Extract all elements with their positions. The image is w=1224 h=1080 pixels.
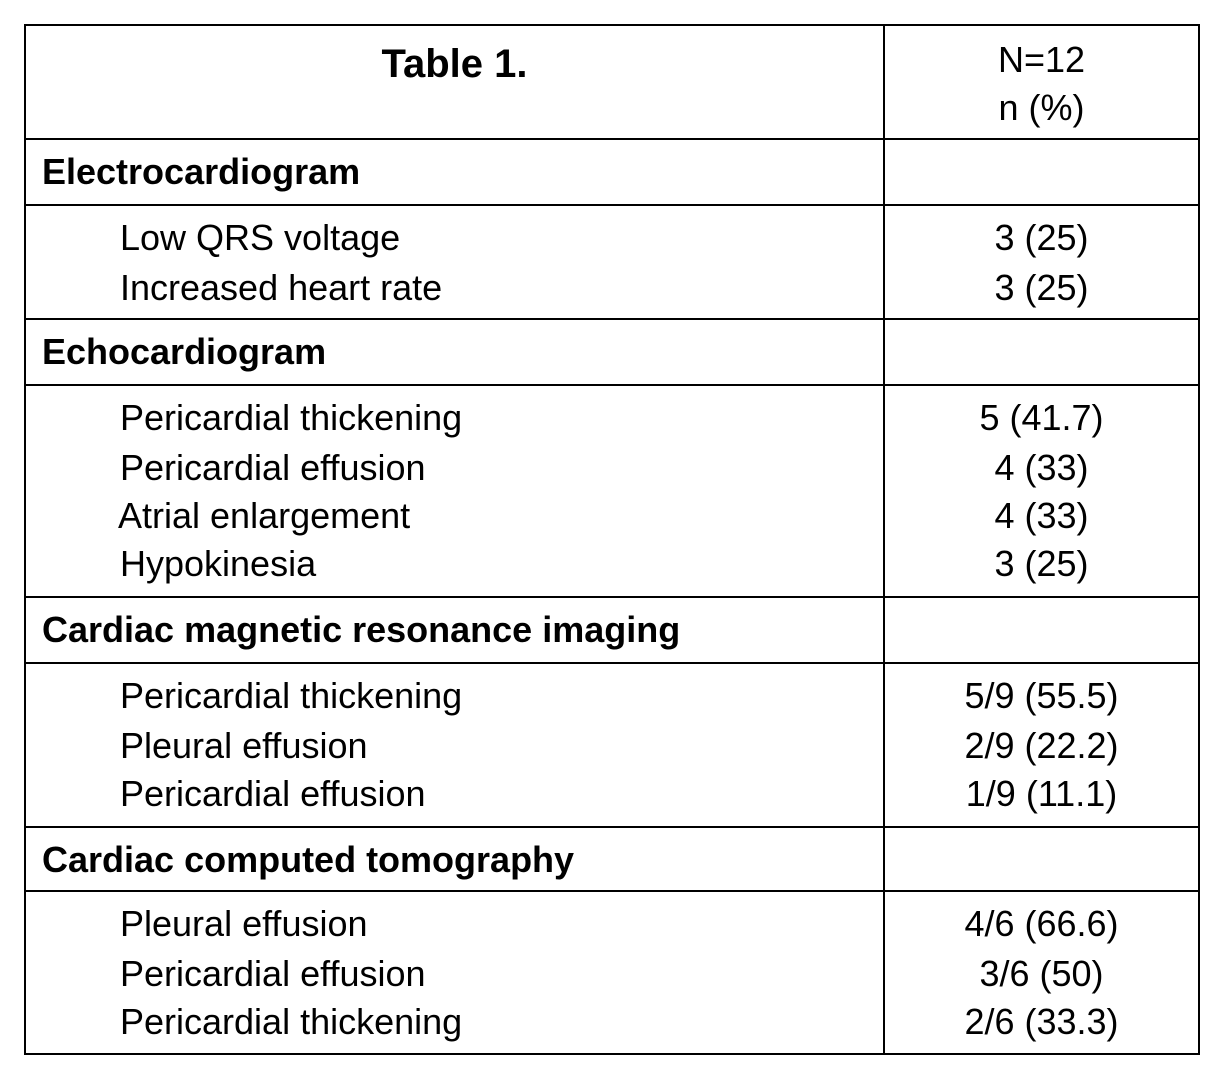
row-value: 1/9 (11.1) [965, 773, 1118, 814]
row-label: Pericardial effusion [120, 447, 426, 488]
row-value: 3 (25) [994, 217, 1089, 258]
row-value: 5 (41.7) [979, 397, 1104, 438]
row-value: 4 (33) [994, 495, 1089, 536]
row-value: 5/9 (55.5) [964, 675, 1119, 716]
row-divider [26, 384, 1198, 386]
row-value: 4/6 (66.6) [964, 903, 1119, 944]
row-value: 3 (25) [994, 267, 1089, 308]
row-label: Pericardial effusion [120, 953, 426, 994]
row-label: Pericardial thickening [120, 1001, 463, 1042]
section-heading: Echocardiogram [42, 331, 327, 372]
row-label: Pericardial thickening [120, 675, 463, 716]
row-divider [26, 826, 1198, 828]
column-header-unit: n (%) [998, 87, 1085, 128]
section-heading: Cardiac magnetic resonance imaging [42, 609, 681, 650]
row-divider [26, 318, 1198, 320]
data-table [24, 24, 1200, 1055]
row-value: 2/6 (33.3) [964, 1001, 1119, 1042]
row-divider [26, 138, 1198, 140]
column-header-count: N=12 [997, 39, 1086, 80]
row-label: Atrial enlargement [118, 495, 411, 536]
row-label: Pleural effusion [120, 903, 368, 944]
row-label: Pericardial thickening [120, 397, 463, 438]
row-value: 4 (33) [994, 447, 1089, 488]
row-value: 3 (25) [994, 543, 1089, 584]
section-heading: Electrocardiogram [42, 151, 361, 192]
row-label: Hypokinesia [120, 543, 317, 584]
column-header [885, 36, 1198, 132]
row-value: 2/9 (22.2) [964, 725, 1119, 766]
row-label: Pericardial effusion [120, 773, 426, 814]
row-label: Increased heart rate [120, 267, 443, 308]
row-divider [26, 890, 1198, 892]
row-divider [26, 204, 1198, 206]
row-divider [26, 596, 1198, 598]
table-title: Table 1. [381, 42, 528, 86]
row-label: Pleural effusion [120, 725, 368, 766]
section-heading: Cardiac computed tomography [42, 839, 575, 880]
row-label: Low QRS voltage [120, 217, 401, 258]
row-value: 3/6 (50) [979, 953, 1104, 994]
row-divider [26, 662, 1198, 664]
